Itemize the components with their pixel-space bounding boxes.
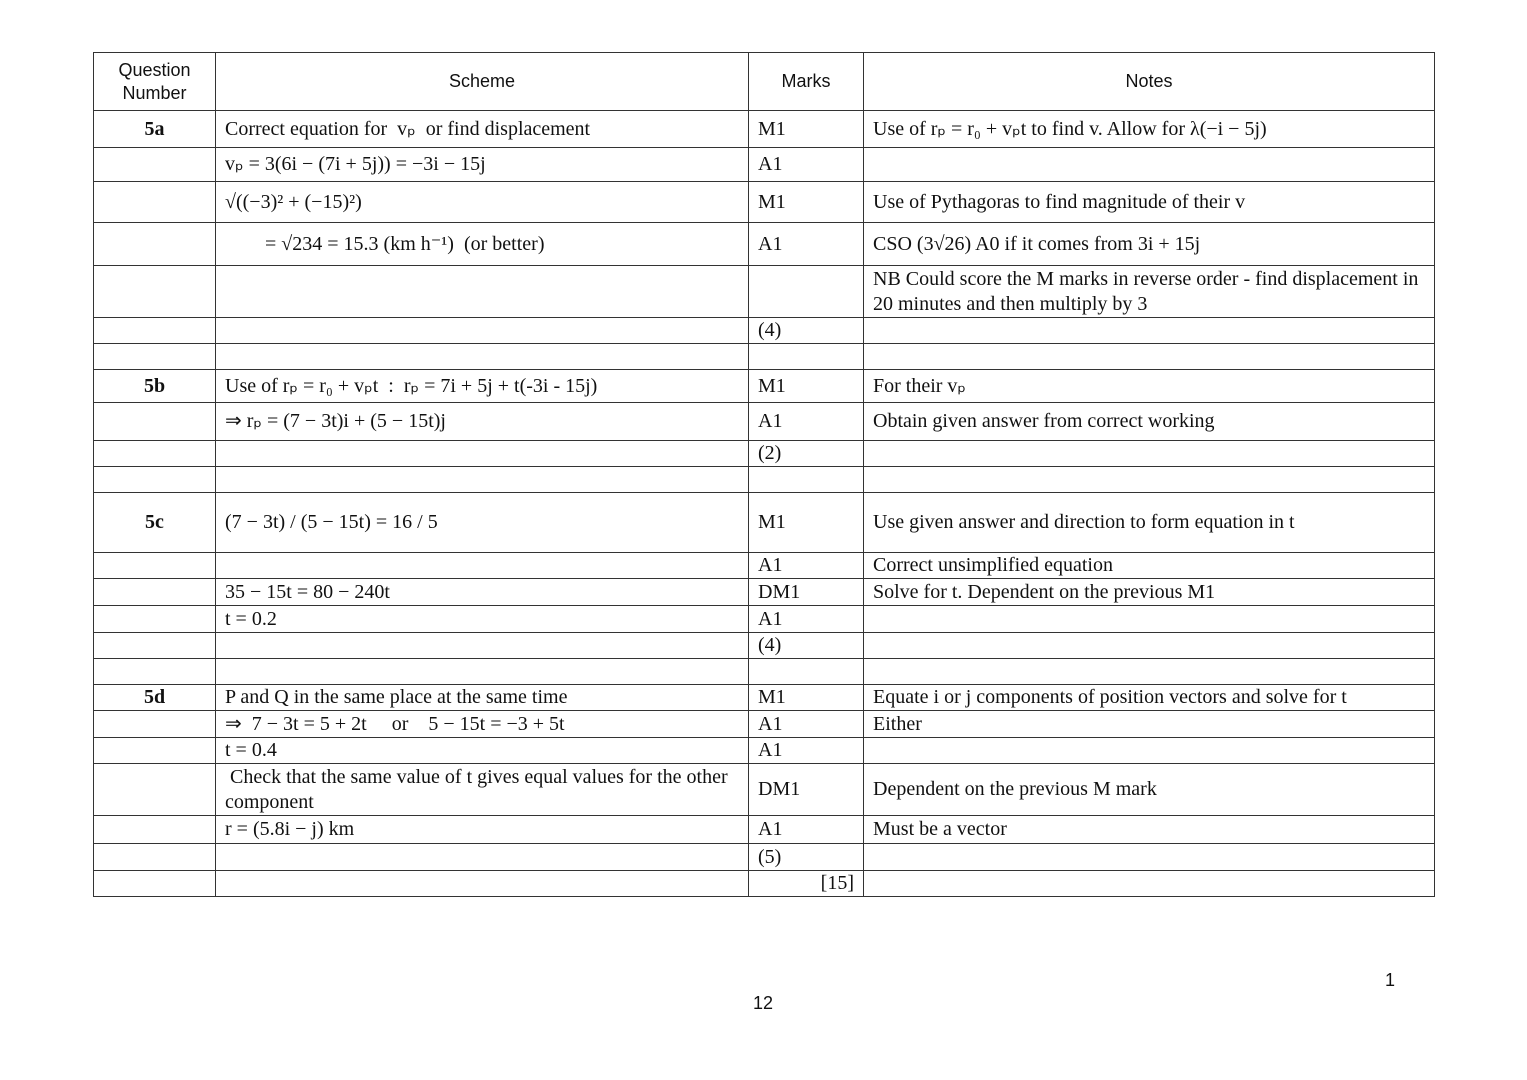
scheme-cell: (7 − 3t) / (5 − 15t) = 16 / 5 bbox=[216, 493, 749, 553]
marks-cell: A1 bbox=[749, 148, 864, 182]
question-cell bbox=[94, 764, 216, 816]
table-row bbox=[94, 441, 1435, 467]
question-cell: 5b bbox=[94, 370, 216, 403]
table-row bbox=[94, 659, 1435, 685]
marks-cell: (2) bbox=[749, 441, 864, 467]
scheme-cell: ⇒ rₚ = (7 − 3t)i + (5 − 15t)j bbox=[216, 403, 749, 441]
table-row bbox=[94, 318, 1435, 344]
table-row bbox=[94, 764, 1435, 816]
marks-cell bbox=[749, 467, 864, 493]
table-row bbox=[94, 148, 1435, 182]
question-cell bbox=[94, 738, 216, 764]
mark-scheme-table bbox=[93, 52, 1435, 897]
scheme-cell: Check that the same value of t gives equal values for the other component bbox=[216, 764, 749, 816]
question-cell bbox=[94, 711, 216, 738]
question-cell bbox=[94, 223, 216, 266]
scheme-cell bbox=[216, 553, 749, 579]
notes-cell bbox=[864, 344, 1435, 370]
question-cell bbox=[94, 871, 216, 897]
notes-cell bbox=[864, 467, 1435, 493]
scheme-cell bbox=[216, 633, 749, 659]
marks-cell: [15] bbox=[749, 871, 864, 897]
scheme-cell: Use of rₚ = r₀ + vₚt : rₚ = 7i + 5j + t(-3i - 15j) bbox=[216, 370, 749, 403]
marks-cell: DM1 bbox=[749, 764, 864, 816]
question-cell: 5d bbox=[94, 685, 216, 711]
question-cell bbox=[94, 318, 216, 344]
table-row bbox=[94, 223, 1435, 266]
notes-cell bbox=[864, 606, 1435, 633]
marks-cell: A1 bbox=[749, 606, 864, 633]
question-cell bbox=[94, 659, 216, 685]
marks-cell: A1 bbox=[749, 738, 864, 764]
table-row bbox=[94, 871, 1435, 897]
scheme-cell bbox=[216, 266, 749, 318]
table-row bbox=[94, 467, 1435, 493]
scheme-cell: r = (5.8i − j) km bbox=[216, 816, 749, 844]
table-body bbox=[94, 111, 1435, 897]
table-row bbox=[94, 370, 1435, 403]
question-cell: 5c bbox=[94, 493, 216, 553]
table-row bbox=[94, 344, 1435, 370]
scheme-cell: P and Q in the same place at the same time bbox=[216, 685, 749, 711]
header-scheme: Scheme bbox=[216, 53, 749, 111]
scheme-cell bbox=[216, 344, 749, 370]
marks-cell: M1 bbox=[749, 493, 864, 553]
question-cell: 5a bbox=[94, 111, 216, 148]
scheme-cell: ⇒ 7 − 3t = 5 + 2t or 5 − 15t = −3 + 5t bbox=[216, 711, 749, 738]
table-row bbox=[94, 403, 1435, 441]
notes-cell: Use of Pythagoras to find magnitude of their v bbox=[864, 182, 1435, 223]
notes-cell: Equate i or j components of position vectors and solve for t bbox=[864, 685, 1435, 711]
scheme-cell bbox=[216, 467, 749, 493]
scheme-cell bbox=[216, 659, 749, 685]
marks-cell: M1 bbox=[749, 182, 864, 223]
question-cell bbox=[94, 344, 216, 370]
scheme-cell: √((−3)² + (−15)²) bbox=[216, 182, 749, 223]
table-row bbox=[94, 633, 1435, 659]
notes-cell: Either bbox=[864, 711, 1435, 738]
header-question-number: Question Number bbox=[94, 53, 216, 111]
marks-cell: A1 bbox=[749, 553, 864, 579]
question-cell bbox=[94, 633, 216, 659]
table-row bbox=[94, 844, 1435, 871]
notes-cell bbox=[864, 844, 1435, 871]
marks-cell: (4) bbox=[749, 318, 864, 344]
notes-cell bbox=[864, 148, 1435, 182]
header-row bbox=[94, 53, 1435, 111]
marks-cell bbox=[749, 344, 864, 370]
notes-cell: Use given answer and direction to form equation in t bbox=[864, 493, 1435, 553]
scheme-cell: t = 0.4 bbox=[216, 738, 749, 764]
table-row bbox=[94, 493, 1435, 553]
marks-cell bbox=[749, 266, 864, 318]
table-row bbox=[94, 266, 1435, 318]
notes-cell: Solve for t. Dependent on the previous M1 bbox=[864, 579, 1435, 606]
table-row bbox=[94, 738, 1435, 764]
marks-cell: (4) bbox=[749, 633, 864, 659]
scheme-cell bbox=[216, 318, 749, 344]
marks-cell: M1 bbox=[749, 685, 864, 711]
table-row bbox=[94, 579, 1435, 606]
question-cell bbox=[94, 266, 216, 318]
page-number-right: 1 bbox=[1385, 970, 1396, 990]
notes-cell bbox=[864, 633, 1435, 659]
table-row bbox=[94, 111, 1435, 148]
table-row bbox=[94, 553, 1435, 579]
scheme-cell: 35 − 15t = 80 − 240t bbox=[216, 579, 749, 606]
scheme-cell: t = 0.2 bbox=[216, 606, 749, 633]
scheme-cell bbox=[216, 844, 749, 871]
page-number-center: 12 bbox=[753, 993, 774, 1013]
question-cell bbox=[94, 403, 216, 441]
question-cell bbox=[94, 441, 216, 467]
marks-cell: M1 bbox=[749, 370, 864, 403]
notes-cell: NB Could score the M marks in reverse order - find displacement in 20 minutes and then multiply by 3 bbox=[864, 266, 1435, 318]
header-marks: Marks bbox=[749, 53, 864, 111]
table-row bbox=[94, 182, 1435, 223]
table-row bbox=[94, 685, 1435, 711]
scheme-cell: = √234 = 15.3 (km h⁻¹) (or better) bbox=[216, 223, 749, 266]
notes-cell: Obtain given answer from correct working bbox=[864, 403, 1435, 441]
notes-cell: CSO (3√26) A0 if it comes from 3i + 15j bbox=[864, 223, 1435, 266]
question-cell bbox=[94, 467, 216, 493]
table-row bbox=[94, 606, 1435, 633]
table-row bbox=[94, 711, 1435, 738]
question-cell bbox=[94, 553, 216, 579]
scheme-cell: Correct equation for vₚ or find displacement bbox=[216, 111, 749, 148]
marks-cell bbox=[749, 659, 864, 685]
marks-cell: M1 bbox=[749, 111, 864, 148]
marks-cell: (5) bbox=[749, 844, 864, 871]
question-cell bbox=[94, 579, 216, 606]
notes-cell bbox=[864, 318, 1435, 344]
marks-cell: A1 bbox=[749, 403, 864, 441]
header-notes: Notes bbox=[864, 53, 1435, 111]
question-cell bbox=[94, 182, 216, 223]
question-cell bbox=[94, 844, 216, 871]
scheme-cell bbox=[216, 441, 749, 467]
question-cell bbox=[94, 148, 216, 182]
notes-cell: Correct unsimplified equation bbox=[864, 553, 1435, 579]
question-cell bbox=[94, 606, 216, 633]
notes-cell: For their vₚ bbox=[864, 370, 1435, 403]
notes-cell bbox=[864, 738, 1435, 764]
notes-cell bbox=[864, 871, 1435, 897]
scheme-cell bbox=[216, 871, 749, 897]
notes-cell: Must be a vector bbox=[864, 816, 1435, 844]
notes-cell bbox=[864, 441, 1435, 467]
notes-cell: Use of rₚ = r₀ + vₚt to find v. Allow for λ(−i − 5j) bbox=[864, 111, 1435, 148]
marks-cell: A1 bbox=[749, 223, 864, 266]
marks-cell: A1 bbox=[749, 711, 864, 738]
marks-cell: DM1 bbox=[749, 579, 864, 606]
marks-cell: A1 bbox=[749, 816, 864, 844]
notes-cell bbox=[864, 659, 1435, 685]
notes-cell: Dependent on the previous M mark bbox=[864, 764, 1435, 816]
table-row bbox=[94, 816, 1435, 844]
scheme-cell: vₚ = 3(6i − (7i + 5j)) = −3i − 15j bbox=[216, 148, 749, 182]
question-cell bbox=[94, 816, 216, 844]
